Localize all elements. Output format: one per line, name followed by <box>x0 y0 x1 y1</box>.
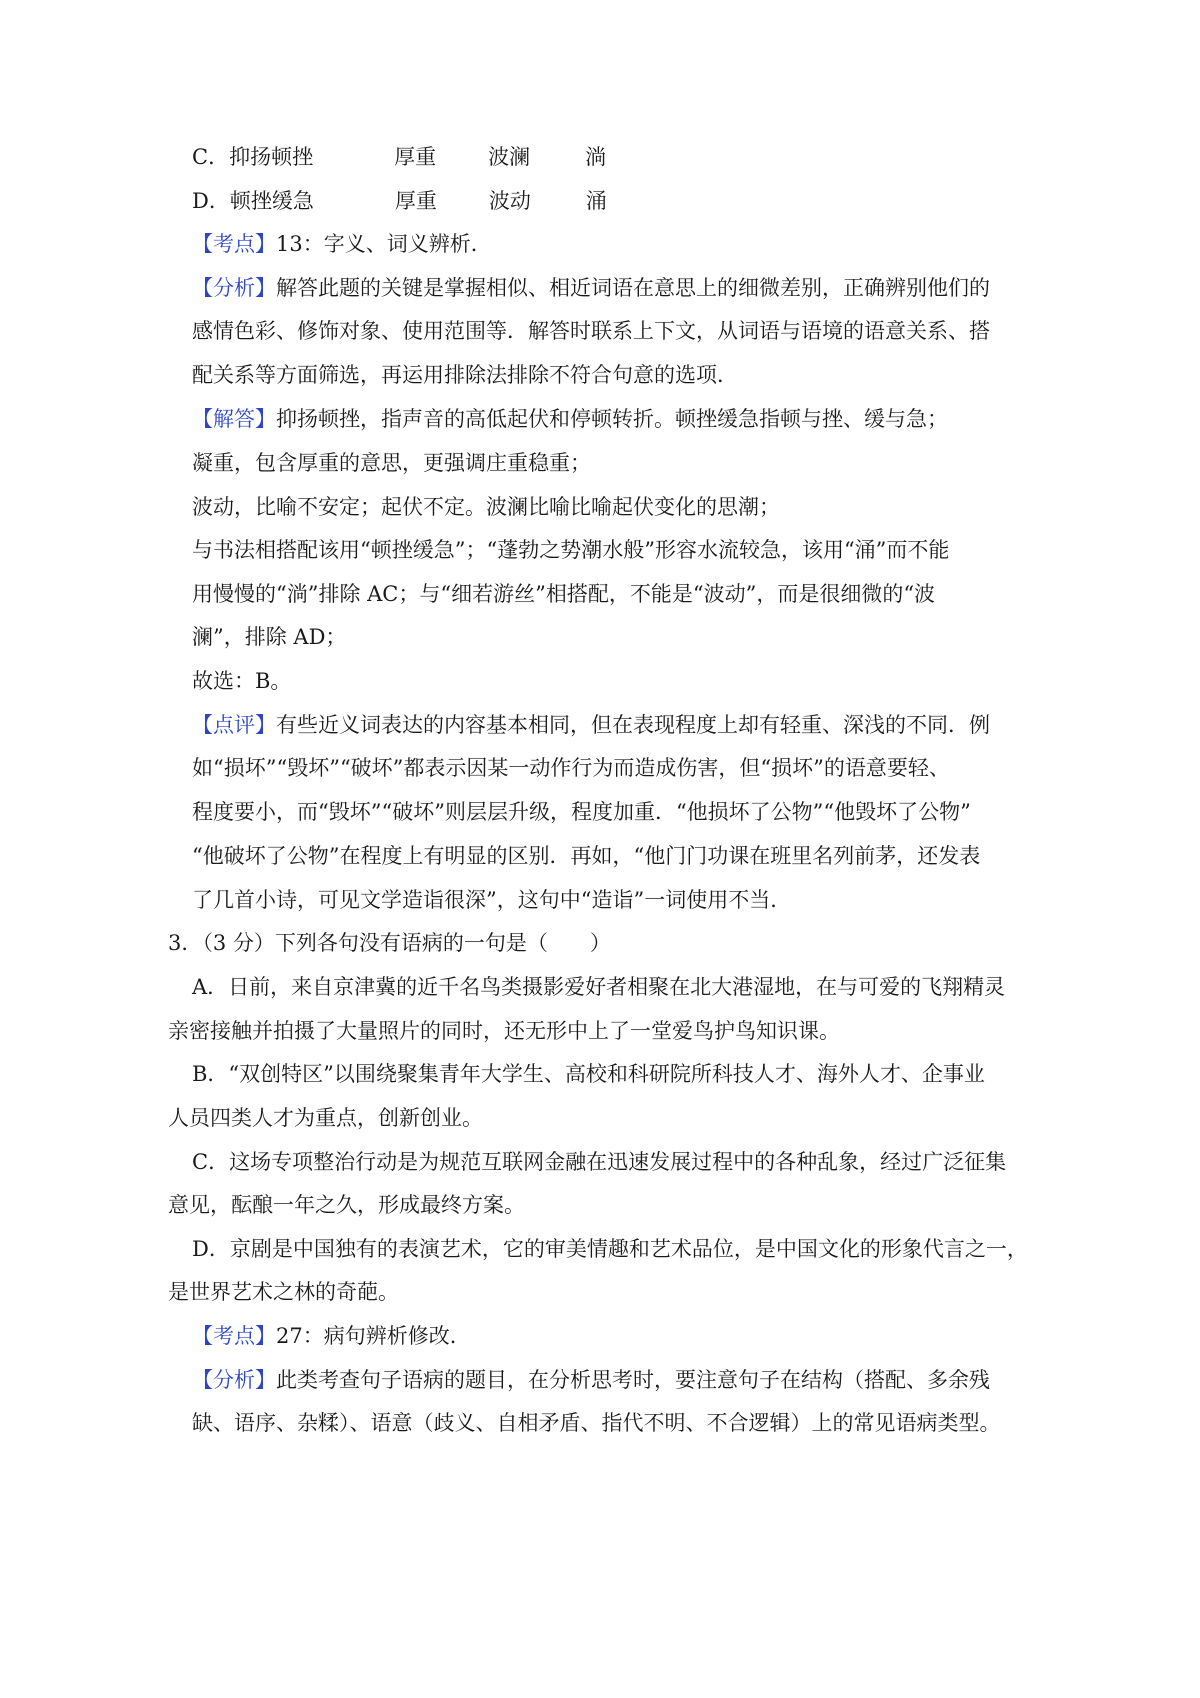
option-label: D． <box>192 189 230 213</box>
option-label: C． <box>192 145 230 169</box>
jieda-tag: 【解答】 <box>192 407 276 431</box>
q3-option-a: A．日前，来自京津冀的近千名鸟类摄影爱好者相聚在北大港湿地，在与可爱的飞翔精灵 <box>192 975 1006 999</box>
dianping-tag: 【点评】 <box>192 713 276 737</box>
question-3-stem: 3．（3 分）下列各句没有语病的一句是（ ） <box>168 931 611 955</box>
q3-option-d-cont: 是世界艺术之林的奇葩。 <box>168 1280 399 1304</box>
jieda-line <box>192 405 948 433</box>
fenxi-tag: 【分析】 <box>192 276 276 300</box>
jieda-line: 与书法相搭配该用“顿挫缓急”；“蓬勃之势潮水般”形容水流较急，该用“涌”而不能 <box>192 538 950 562</box>
kaodian-line <box>192 230 492 258</box>
q3-fenxi-line <box>192 1366 990 1394</box>
option-word: 顿挫缓急 <box>229 189 314 213</box>
dianping-line: 了几首小诗，可见文学造诣很深”，这句中“造诣”一词使用不当． <box>192 888 792 912</box>
kaodian-tag: 【考点】 <box>192 232 276 256</box>
dianping-line: 程度要小，而“毁坏”“破坏”则层层升级，程度加重．“他损坏了公物”“他毁坏了公物” <box>192 800 971 824</box>
option-word: 淌 <box>585 145 607 169</box>
q3-option-b: B．“双创特区”以围绕聚集青年大学生、高校和科研院所科技人才、海外人才、企事业 <box>192 1062 985 1086</box>
option-c <box>192 143 645 171</box>
jieda-line: 凝重，包含厚重的意思，更强调庄重稳重； <box>192 451 591 475</box>
option-word: 抑扬顿挫 <box>229 145 314 169</box>
q3-fenxi-line: 缺、语序、杂糅）、语意（歧义、自相矛盾、指代不明、不合逻辑）上的常见语病类型。 <box>192 1411 1001 1435</box>
option-word: 波动 <box>488 189 531 213</box>
q3-option-a-cont: 亲密接触并拍摄了大量照片的同时，还无形中上了一堂爱鸟护鸟知识课。 <box>168 1019 840 1043</box>
fenxi-line <box>192 274 990 302</box>
dianping-line: 如“损坏”“毁坏”“破坏”都表示因某一动作行为而造成伤害，但“损坏”的语意要轻、 <box>192 756 950 780</box>
fenxi-line: 感情色彩、修饰对象、使用范围等．解答时联系上下文，从词语与语境的语意关系、搭 <box>192 319 990 343</box>
fenxi-line: 配关系等方面筛选，再运用排除法排除不符合句意的选项． <box>192 363 738 387</box>
jieda-text: 抑扬顿挫，指声音的高低起伏和停顿转折。顿挫缓急指顿与挫、缓与急； <box>276 407 948 431</box>
option-word: 厚重 <box>394 145 437 169</box>
kaodian-text: 13：字义、词义辨析． <box>276 232 492 256</box>
q3-option-c-cont: 意见，酝酿一年之久，形成最终方案。 <box>168 1193 525 1217</box>
q3-option-c: C．这场专项整治行动是为规范互联网金融在迅速发展过程中的各种乱象，经过广泛征集 <box>192 1150 1007 1174</box>
option-word: 波澜 <box>488 145 531 169</box>
jieda-line: 用慢慢的“淌”排除 AC；与“细若游丝”相搭配，不能是“波动”，而是很细微的“波 <box>192 582 936 606</box>
jieda-line: 故选：B。 <box>192 669 292 693</box>
kaodian-text: 27：病句辨析修改． <box>276 1324 471 1348</box>
jieda-line: 波动，比喻不安定；起伏不定。波澜比喻比喻起伏变化的思潮； <box>192 495 780 519</box>
fenxi-text: 解答此题的关键是掌握相似、相近词语在意思上的细微差别，正确辨别他们的 <box>276 276 990 300</box>
fenxi-text: 此类考查句子语病的题目，在分析思考时，要注意句子在结构（搭配、多余残 <box>276 1368 990 1392</box>
option-d <box>192 187 646 215</box>
kaodian-tag: 【考点】 <box>192 1324 276 1348</box>
dianping-line <box>192 711 990 739</box>
fenxi-tag: 【分析】 <box>192 1368 276 1392</box>
q3-option-b-cont: 人员四类人才为重点，创新创业。 <box>168 1106 483 1130</box>
option-word: 涌 <box>585 189 607 213</box>
jieda-line: 澜”，排除 AD； <box>192 625 347 649</box>
option-word: 厚重 <box>394 189 437 213</box>
q3-kaodian-line <box>192 1322 471 1350</box>
dianping-line: “他破坏了公物”在程度上有明显的区别．再如，“他门门功课在班里名列前茅，还发表 <box>192 844 981 868</box>
dianping-text: 有些近义词表达的内容基本相同，但在表现程度上却有轻重、深浅的不同．例 <box>276 713 990 737</box>
q3-option-d: D．京剧是中国独有的表演艺术，它的审美情趣和艺术品位，是中国文化的形象代言之一， <box>192 1237 1028 1261</box>
